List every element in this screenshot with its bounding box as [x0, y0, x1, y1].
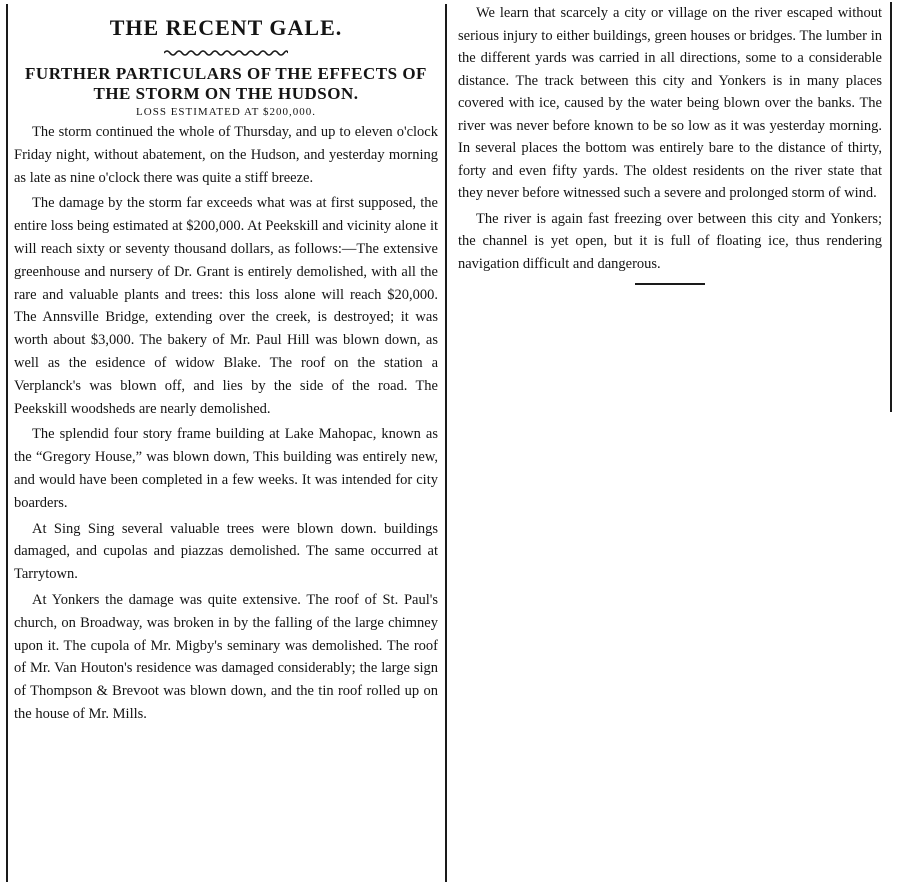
right-column-rule: [890, 2, 892, 412]
article-subheadline: FURTHER PARTICULARS OF THE EFFECTS OF THE STORM ON THE HUDSON.: [25, 64, 427, 103]
right-column: [458, 0, 882, 285]
article-headline: THE RECENT GALE.: [109, 15, 343, 40]
paragraph: At Sing Sing several valuable trees were blown down. buildings damaged, and cupolas and piazzas demolished. The same occurred at Tarrytown.: [14, 520, 438, 583]
paragraph: We learn that scarcely a city or village on the river escaped without serious injury to either buildings, green houses or bridges. The lumber in the different yards was carried in all directions, some to a considerable distance. The track between this city and Yonkers is in many places covered with ice, caused by the water being blown over the banks. The river was never before known to be so low as it was yesterday morning. In several places the bottom was entirely bare to the distance of thirty, forty and even fifty yards. The oldest residents on the river state that they never before witnessed such a severe and prolonged storm of wind.: [458, 5, 882, 201]
paragraph: At Yonkers the damage was quite extensive. The roof of St. Paul's church, on Broadway, was broken in by the falling of the large chimney upon it. The cupola of Mr. Migby's seminary was demolished. The roof of Mr. Van Houton's residence was damaged considerably; the large sign of Thompson & Brevoot was blown down, and the tin roof rolled up on the house of Mr. Mills.: [14, 591, 438, 722]
end-rule: [635, 283, 705, 285]
paragraph: The river is again fast freezing over between this city and Yonkers; the channel is yet open, but it is full of floating ice, thus rendering navigation difficult and dangerous.: [458, 210, 882, 272]
middle-column-rule: [445, 4, 447, 882]
left-column: [14, 0, 438, 729]
wavy-divider: [164, 48, 288, 56]
left-column-rule: [6, 4, 8, 882]
paragraph: The splendid four story frame building at Lake Mahopac, known as the “Gregory House,” was blown down, This building was entirely new, and would have been completed in a few weeks. It was intended for city boarders.: [14, 426, 438, 511]
paragraph: The damage by the storm far exceeds what was at first supposed, the entire loss being estimated at $200,000. At Peekskill and vicinity alone it will reach sixty or seventy thousand dollars, as follows:—The extensive greenhouse and nursery of Dr. Grant is entirely demolished, with all the rare and valuable plants and trees: this loss alone will reach $20,000. The Annsville Bridge, extending over the creek, is destroyed; it was worth about $3,000. The bakery of Mr. Paul Hill was blown down, as well as the esidence of widow Blake. The roof on the station a Verplanck's was blown off, and lies by the side of the road. The Peekskill woodsheds are nearly demolished.: [14, 195, 438, 417]
article-subsubheadline: LOSS ESTIMATED AT $200,000.: [136, 106, 316, 118]
paragraph: The storm continued the whole of Thursday, and up to eleven o'clock Friday night, without abatement, on the Hudson, and yesterday morning as late as nine o'clock there was quite a stiff breeze.: [14, 124, 438, 186]
